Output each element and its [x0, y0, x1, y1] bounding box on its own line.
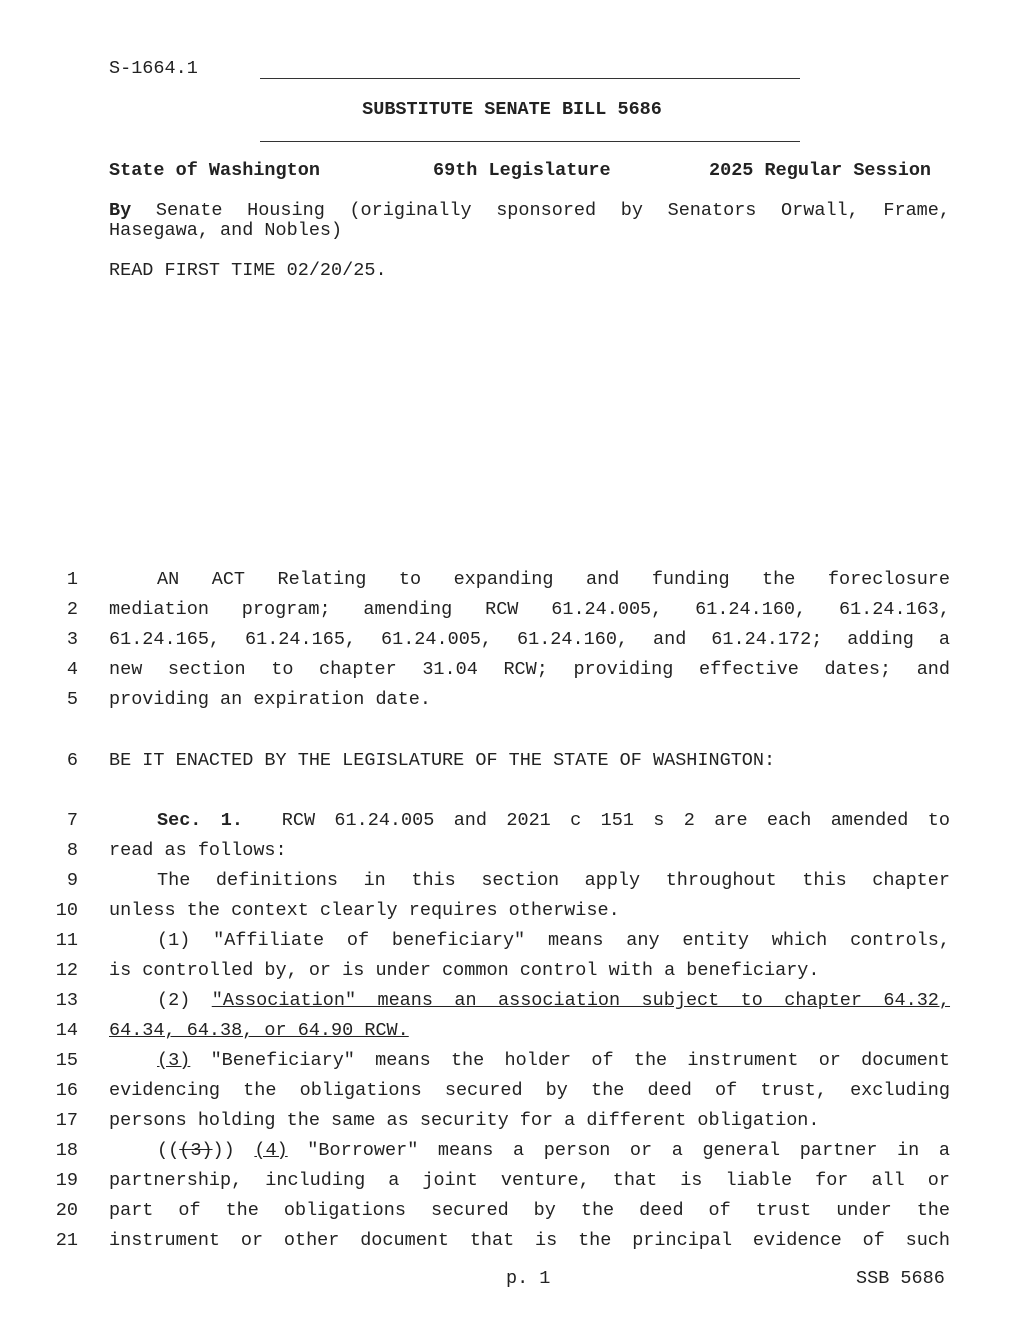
line-text [109, 990, 950, 1011]
inserted-number: (3) [157, 1050, 191, 1071]
line-number: 5 [66, 689, 78, 710]
line-text: 61.24.165, 61.24.165, 61.24.005, 61.24.160, and 61.24.172; adding a [109, 629, 950, 650]
bill-line-19 [0, 1170, 1024, 1200]
line-text: The definitions in this section apply throughout this chapter [157, 870, 950, 891]
inserted-text: "Association" means an association subject to chapter 64.32, [211, 990, 951, 1011]
footer-bill-id: SSB 5686 [856, 1268, 945, 1289]
deletion-open: (( [157, 1140, 180, 1161]
line-number: 11 [55, 930, 78, 951]
line-text: partnership, including a joint venture, that is liable for all or [109, 1170, 950, 1191]
definition-text: "Borrower" means a person or a general partner in a [307, 1140, 950, 1161]
document-id: S-1664.1 [109, 58, 198, 79]
struck-number: (3) [179, 1140, 213, 1161]
inserted-number: (4) [254, 1140, 288, 1161]
section-amend-text: RCW 61.24.005 and 2021 c 151 s 2 are each amended to [281, 810, 950, 831]
bill-line-7 [0, 810, 1024, 840]
line-number: 12 [55, 960, 78, 981]
line-text [109, 810, 950, 831]
bill-line-1 [0, 569, 1024, 599]
line-text: providing an expiration date. [109, 689, 431, 710]
line-number: 15 [55, 1050, 78, 1071]
bill-line-6 [0, 750, 1024, 780]
line-text [109, 1140, 950, 1161]
bill-line-9 [0, 870, 1024, 900]
bill-title: SUBSTITUTE SENATE BILL 5686 [362, 99, 662, 120]
section-heading: Sec. 1. [157, 810, 243, 831]
bill-line-20 [0, 1200, 1024, 1230]
bill-line-11 [0, 930, 1024, 960]
sponsor-line-2: Hasegawa, and Nobles) [109, 220, 343, 241]
line-number: 4 [66, 659, 78, 680]
bottom-rule [260, 141, 800, 142]
line-number: 10 [55, 900, 78, 921]
bill-line-17 [0, 1110, 1024, 1140]
line-text: instrument or other document that is the principal evidence of such [109, 1230, 950, 1251]
bill-line-10 [0, 900, 1024, 930]
line-number: 9 [66, 870, 78, 891]
legislature-label: 69th Legislature [433, 160, 611, 181]
bill-line-4 [0, 659, 1024, 689]
inserted-text: 64.34, 64.38, or 64.90 RCW. [109, 1020, 409, 1041]
line-number: 7 [66, 810, 78, 831]
line-text: mediation program; amending RCW 61.24.005, 61.24.160, 61.24.163, [109, 599, 950, 620]
session-label: 2025 Regular Session [709, 160, 932, 181]
line-number: 18 [55, 1140, 78, 1161]
bill-line-18 [0, 1140, 1024, 1170]
sponsor-text-1: Senate Housing (originally sponsored by Senators Orwall, Frame, [155, 200, 950, 221]
bill-line-16 [0, 1080, 1024, 1110]
line-number: 3 [66, 629, 78, 650]
line-number: 13 [55, 990, 78, 1011]
line-number: 6 [66, 750, 78, 771]
sponsor-line-1 [109, 200, 950, 221]
line-text: evidencing the obligations secured by the deed of trust, excluding [109, 1080, 950, 1101]
line-text [109, 1020, 950, 1041]
line-number: 17 [55, 1110, 78, 1131]
bill-line-2 [0, 599, 1024, 629]
line-number: 14 [55, 1020, 78, 1041]
line-text: part of the obligations secured by the deed of trust under the [109, 1200, 950, 1221]
bill-line-12 [0, 960, 1024, 990]
line-text [109, 1050, 950, 1071]
line-text: unless the context clearly requires otherwise. [109, 900, 620, 921]
bill-line-14 [0, 1020, 1024, 1050]
page-number: p. 1 [506, 1268, 551, 1289]
state-label: State of Washington [109, 160, 320, 181]
line-text: AN ACT Relating to expanding and funding the foreclosure [157, 569, 950, 590]
bill-line-3 [0, 629, 1024, 659]
line-text: is controlled by, or is under common control with a beneficiary. [109, 960, 820, 981]
read-first-time: READ FIRST TIME 02/20/25. [109, 260, 387, 281]
subsection-number: (2) [157, 990, 191, 1011]
line-number: 20 [55, 1200, 78, 1221]
bill-line-15 [0, 1050, 1024, 1080]
line-text: persons holding the same as security for a different obligation. [109, 1110, 820, 1131]
bill-line-21 [0, 1230, 1024, 1260]
line-number: 2 [66, 599, 78, 620]
line-text: (1) "Affiliate of beneficiary" means any entity which controls, [157, 930, 950, 951]
top-rule [260, 78, 800, 79]
bill-line-5 [0, 689, 1024, 719]
by-label: By [109, 200, 132, 221]
line-number: 19 [55, 1170, 78, 1191]
line-number: 1 [66, 569, 78, 590]
line-number: 21 [55, 1230, 78, 1251]
bill-line-8 [0, 840, 1024, 870]
deletion-close: )) [212, 1140, 235, 1161]
bill-line-13 [0, 990, 1024, 1020]
line-number: 8 [66, 840, 78, 861]
line-text: new section to chapter 31.04 RCW; providing effective dates; and [109, 659, 950, 680]
definition-text: "Beneficiary" means the holder of the instrument or document [210, 1050, 950, 1071]
line-number: 16 [55, 1080, 78, 1101]
enacting-clause: BE IT ENACTED BY THE LEGISLATURE OF THE STATE OF WASHINGTON: [109, 750, 776, 771]
line-text: read as follows: [109, 840, 287, 861]
